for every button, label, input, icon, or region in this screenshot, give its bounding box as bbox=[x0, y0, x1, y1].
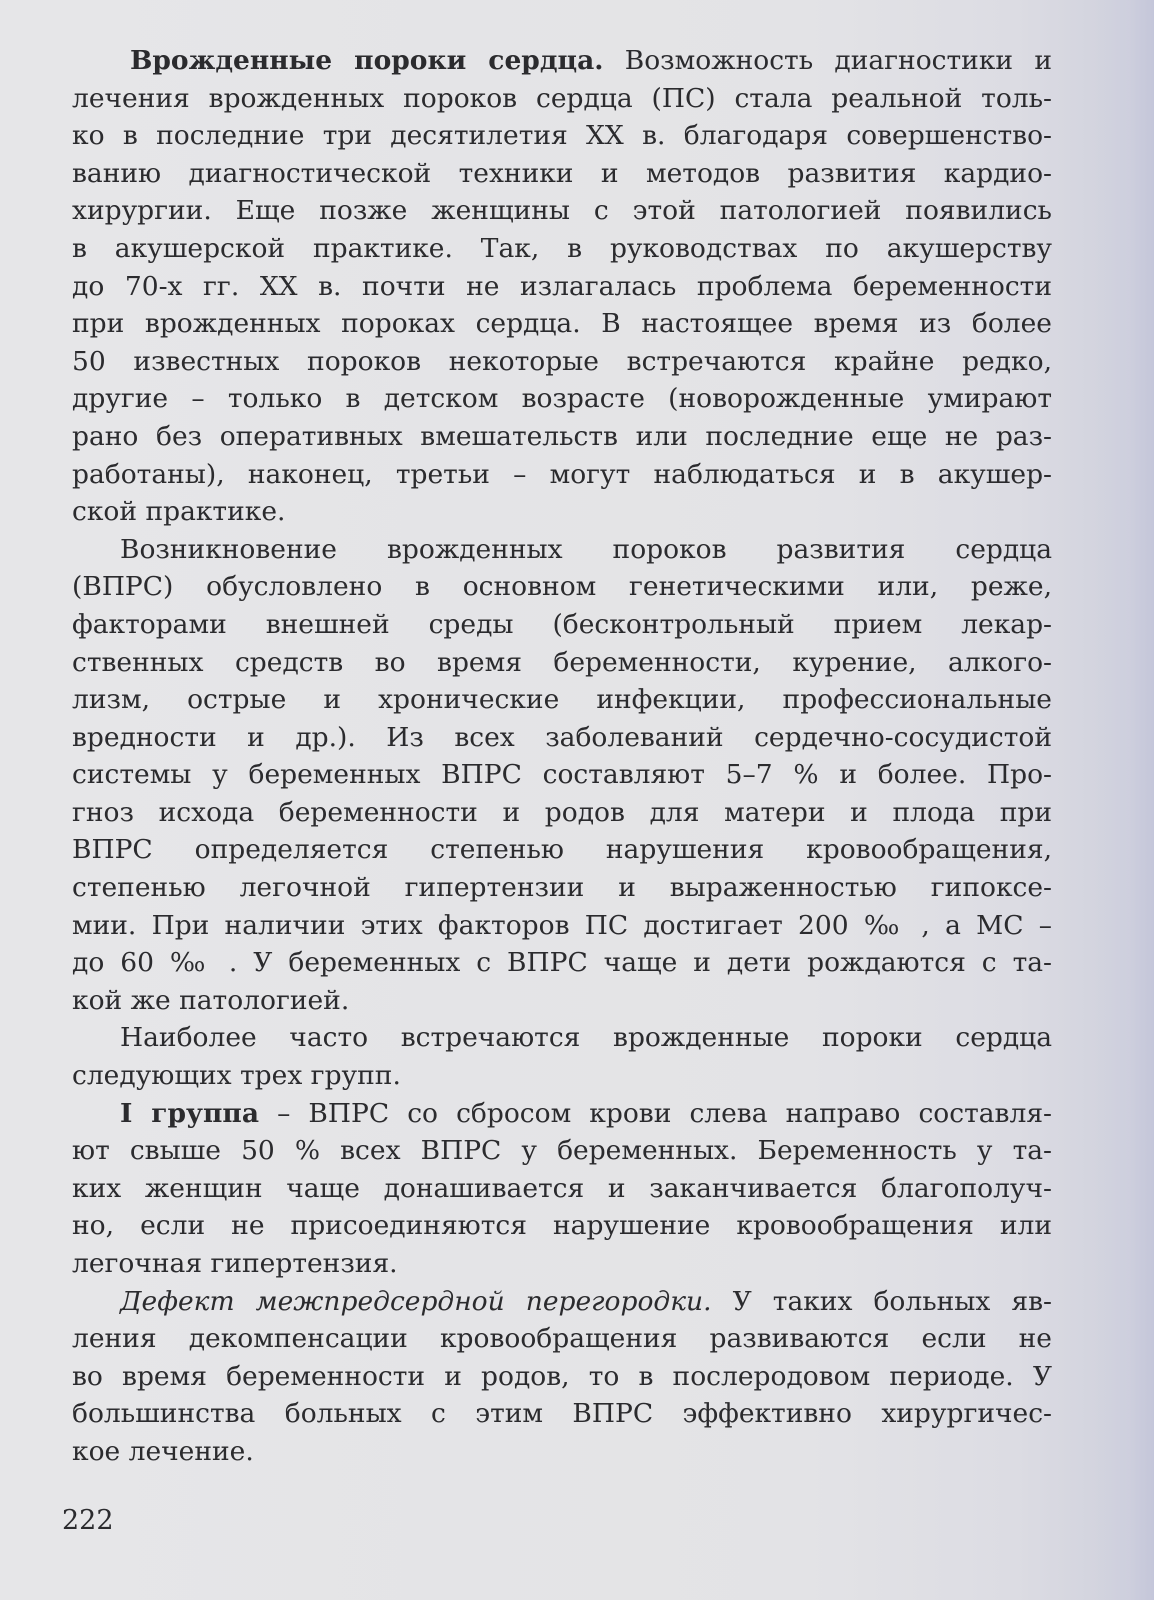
text-line: лизм, острые и хронические инфекции, профессиональные bbox=[72, 684, 1052, 716]
text-line: ют свыше 50 % всех ВПРС у беременных. Беременность у та- bbox=[72, 1135, 1052, 1167]
text-line: I группа – ВПРС со сбросом крови слева направо составля- bbox=[120, 1097, 1052, 1129]
text-line: во время беременности и родов, то в послеродовом периоде. У bbox=[72, 1360, 1052, 1392]
section-heading: Врожденные пороки сердца. bbox=[130, 45, 604, 76]
text-line: мии. При наличии этих факторов ПС достигает 200 ‰ , а МС – bbox=[72, 909, 1052, 941]
text-line: лечения врожденных пороков сердца (ПС) стала реальной толь- bbox=[72, 82, 1052, 114]
text-line: Возникновение врожденных пороков развития сердца bbox=[120, 533, 1052, 565]
text-line: ко в последние три десятилетия XX в. благодаря совершенство- bbox=[72, 120, 1052, 152]
page-number: 222 bbox=[62, 1505, 114, 1536]
text-line: при врожденных пороках сердца. В настоящее время из более bbox=[72, 308, 1052, 340]
paragraph-causes bbox=[72, 531, 1052, 1020]
text-line: следующих трех групп. bbox=[72, 1060, 401, 1092]
text-line: рано без оперативных вмешательств или последние еще не раз- bbox=[72, 420, 1052, 452]
text-line: легочная гипертензия. bbox=[72, 1248, 398, 1279]
text-line: факторами внешней среды (бесконтрольный прием лекар- bbox=[72, 608, 1052, 640]
text-line: Дефект межпредсердной перегородки. У таких больных яв- bbox=[120, 1285, 1052, 1317]
body-text bbox=[72, 42, 1052, 1471]
paragraph-groups-intro bbox=[72, 1019, 1052, 1094]
text-line: кой же патологией. bbox=[72, 984, 350, 1016]
text-line: Врожденные пороки сердца. Возможность диагностики и bbox=[130, 45, 1052, 76]
text-line: хирургии. Еще позже женщины с этой патологией появились bbox=[72, 195, 1052, 227]
text-line: ственных средств во время беременности, курение, алкого- bbox=[72, 646, 1052, 678]
text-line: вредности и др.). Из всех заболеваний сердечно-сосудистой bbox=[72, 721, 1052, 753]
text-line: Наиболее часто встречаются врожденные пороки сердца bbox=[120, 1022, 1052, 1054]
subsection-heading: Дефект межпредсердной перегородки. bbox=[120, 1285, 712, 1317]
text-line: до 70-х гг. XX в. почти не излагалась проблема беременности bbox=[72, 270, 1052, 302]
text-line: кое лечение. bbox=[72, 1435, 254, 1467]
text-line: другие – только в детском возрасте (новорожденные умирают bbox=[72, 383, 1052, 415]
text-line: 50 известных пороков некоторые встречаются крайне редко, bbox=[72, 345, 1052, 377]
group-heading: I группа bbox=[120, 1097, 259, 1129]
text-line: но, если не присоединяются нарушение кровообращения или bbox=[72, 1210, 1052, 1242]
text-line: до 60 ‰ . У беременных с ВПРС чаще и дети рождаются с та- bbox=[72, 947, 1052, 979]
text-line: ванию диагностической техники и методов развития кардио- bbox=[72, 157, 1052, 189]
text-line: степенью легочной гипертензии и выраженностью гипоксе- bbox=[72, 872, 1052, 904]
text-line: (ВПРС) обусловлено в основном генетическими или, реже, bbox=[72, 571, 1052, 603]
text-line: системы у беременных ВПРС составляют 5–7 % и более. Про- bbox=[72, 759, 1052, 791]
text-line: ких женщин чаще донашивается и заканчивается благополуч- bbox=[72, 1172, 1052, 1204]
text-line: ВПРС определяется степенью нарушения кровообращения, bbox=[72, 834, 1052, 866]
paragraph-atrial-septal-defect bbox=[72, 1283, 1052, 1471]
spine-shadow bbox=[1094, 0, 1154, 1600]
text-line: ления декомпенсации кровообращения развиваются если не bbox=[72, 1323, 1052, 1355]
paragraph-group-one bbox=[72, 1095, 1052, 1283]
text-line: гноз исхода беременности и родов для матери и плода при bbox=[72, 796, 1052, 828]
text-line: работаны), наконец, третьи – могут наблюдаться и в акушер- bbox=[72, 458, 1052, 490]
text-line: большинства больных с этим ВПРС эффективно хирургичес- bbox=[72, 1398, 1052, 1430]
text-line: ской практике. bbox=[72, 496, 286, 528]
text-line: в акушерской практике. Так, в руководствах по акушерству bbox=[72, 232, 1052, 264]
paragraph-congenital-heart-defects bbox=[72, 42, 1052, 531]
